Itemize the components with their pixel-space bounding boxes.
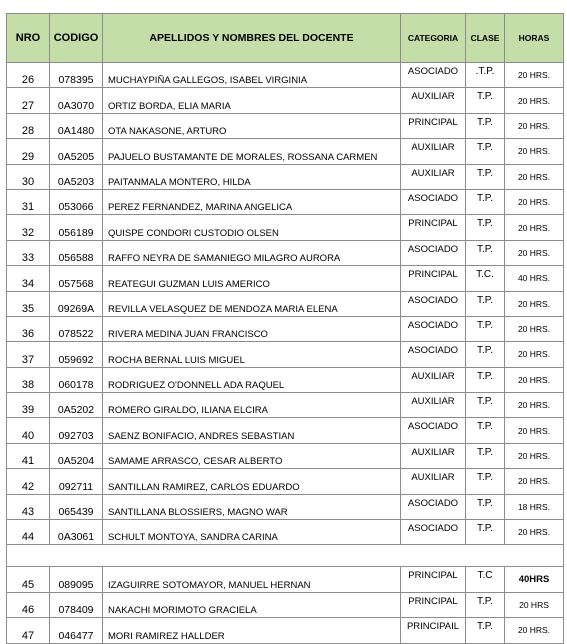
cell-nro: 36 [7,316,50,341]
table-row [7,316,564,341]
cell-codigo: 0A3070 [50,88,103,113]
cell-nombre: PEREZ FERNANDEZ, MARINA ANGELICA [103,189,401,214]
cell-clase: T.P. [466,443,505,468]
cell-categoria: ASOCIADO [401,291,466,316]
cell-clase: T.P. [466,520,505,545]
spacer-cell [7,545,564,567]
cell-clase: T.P. [466,240,505,265]
cell-horas: 20 HRS [505,592,564,617]
cell-codigo: 057568 [50,266,103,291]
cell-nombre: ORTIZ BORDA, ELIA MARIA [103,88,401,113]
cell-nro: 26 [7,63,50,88]
cell-nombre: SANTILLAN RAMIREZ, CARLOS EDUARDO [103,469,401,494]
cell-categoria: PRINCIPAL [401,266,466,291]
cell-nombre: RAFFO NEYRA DE SAMANIEGO MILAGRO AURORA [103,240,401,265]
cell-codigo: 092703 [50,418,103,443]
cell-horas: 20 HRS. [505,520,564,545]
cell-nro: 31 [7,189,50,214]
cell-horas: 20 HRS. [505,189,564,214]
table-row [7,418,564,443]
cell-clase: T.C [466,567,505,592]
cell-nro: 28 [7,113,50,138]
cell-clase: T.P. [466,342,505,367]
cell-codigo: 0A5205 [50,139,103,164]
cell-horas: 40HRS [505,567,564,592]
header-nro: NRO [7,14,50,63]
cell-categoria: PRINCIPAL [401,113,466,138]
cell-clase: T.P. [466,88,505,113]
cell-clase: T.P. [466,367,505,392]
cell-codigo: 092711 [50,469,103,494]
cell-clase: T.P. [466,469,505,494]
cell-clase: T.P. [466,494,505,519]
cell-horas: 20 HRS. [505,291,564,316]
cell-codigo: 0A5204 [50,443,103,468]
table-row [7,189,564,214]
cell-categoria: ASOCIADO [401,240,466,265]
cell-codigo: 060178 [50,367,103,392]
cell-nombre: NAKACHI MORIMOTO GRACIELA [103,592,401,617]
cell-categoria: ASOCIADO [401,342,466,367]
cell-codigo: 046477 [50,618,103,643]
table-row [7,215,564,240]
cell-nro: 35 [7,291,50,316]
table-row [7,113,564,138]
table-row [7,63,564,88]
table-row [7,88,564,113]
cell-codigo: 053066 [50,189,103,214]
cell-codigo: 078522 [50,316,103,341]
cell-nombre: RIVERA MEDINA JUAN FRANCISCO [103,316,401,341]
cell-codigo: 065439 [50,494,103,519]
cell-categoria: ASOCIADO [401,189,466,214]
table-row [7,443,564,468]
cell-nombre: PAITANMALA MONTERO, HILDA [103,164,401,189]
cell-codigo: 0A5203 [50,164,103,189]
cell-nro: 29 [7,139,50,164]
cell-nombre: MORI RAMIREZ HALLDER [103,618,401,643]
table-row [7,469,564,494]
cell-clase: T.P. [466,393,505,418]
cell-nombre: RODRIGUEZ O'DONNELL ADA RAQUEL [103,367,401,392]
cell-clase: T.C. [466,266,505,291]
cell-nro: 45 [7,567,50,592]
cell-horas: 20 HRS. [505,113,564,138]
cell-nro: 47 [7,618,50,643]
cell-clase: T.P. [466,418,505,443]
table-row [7,618,564,643]
cell-horas: 20 HRS. [505,393,564,418]
cell-nro: 41 [7,443,50,468]
header-clase: CLASE [466,14,505,63]
cell-categoria: AUXILIAR [401,393,466,418]
cell-clase: T.P. [466,291,505,316]
cell-clase: T.P. [466,215,505,240]
cell-categoria: ASOCIADO [401,418,466,443]
cell-codigo: 09269A [50,291,103,316]
cell-clase: T.P. [466,139,505,164]
cell-nro: 38 [7,367,50,392]
table-row [7,240,564,265]
cell-categoria: ASOCIADO [401,494,466,519]
table-row [7,291,564,316]
cell-categoria: AUXILIAR [401,164,466,189]
cell-codigo: 056588 [50,240,103,265]
teachers-table [6,13,564,644]
header-row [7,14,564,63]
cell-categoria: ASOCIADO [401,520,466,545]
table-row [7,393,564,418]
cell-nombre: MUCHAYPIÑA GALLEGOS, ISABEL VIRGINIA [103,63,401,88]
header-categoria: CATEGORIA [401,14,466,63]
cell-nro: 32 [7,215,50,240]
cell-categoria: PRINCIPAIL [401,618,466,643]
cell-nro: 40 [7,418,50,443]
cell-nombre: IZAGUIRRE SOTOMAYOR, MANUEL HERNAN [103,567,401,592]
cell-codigo: 0A1480 [50,113,103,138]
cell-clase: T.P. [466,618,505,643]
cell-nro: 46 [7,592,50,617]
cell-nro: 43 [7,494,50,519]
cell-codigo: 056189 [50,215,103,240]
cell-nombre: SAENZ BONIFACIO, ANDRES SEBASTIAN [103,418,401,443]
header-codigo: CODIGO [50,14,103,63]
spacer-row [7,545,564,567]
cell-nombre: ROMERO GIRALDO, ILIANA ELCIRA [103,393,401,418]
header-horas: HORAS [505,14,564,63]
cell-codigo: 0A5202 [50,393,103,418]
cell-horas: 18 HRS. [505,494,564,519]
table-body [7,63,564,644]
cell-clase: T.P. [466,316,505,341]
cell-horas: 20 HRS. [505,88,564,113]
cell-categoria: PRINCIPAL [401,592,466,617]
cell-horas: 20 HRS. [505,443,564,468]
cell-nro: 27 [7,88,50,113]
cell-horas: 20 HRS. [505,618,564,643]
cell-nro: 44 [7,520,50,545]
cell-categoria: ASOCIADO [401,316,466,341]
table-row [7,367,564,392]
cell-clase: T.P. [466,113,505,138]
cell-nro: 33 [7,240,50,265]
table-row [7,342,564,367]
cell-categoria: AUXILIAR [401,469,466,494]
cell-codigo: 0A3061 [50,520,103,545]
cell-nombre: SCHULT MONTOYA, SANDRA CARINA [103,520,401,545]
cell-nombre: OTA NAKASONE, ARTURO [103,113,401,138]
cell-nombre: SANTILLANA BLOSSIERS, MAGNO WAR [103,494,401,519]
table-row [7,592,564,617]
cell-codigo: 078409 [50,592,103,617]
table-row [7,266,564,291]
cell-nombre: REATEGUI GUZMAN LUIS AMERICO [103,266,401,291]
cell-clase: T.P. [466,592,505,617]
cell-clase: T.P. [466,189,505,214]
cell-categoria: PRINCIPAL [401,215,466,240]
cell-horas: 20 HRS. [505,316,564,341]
cell-codigo: 089095 [50,567,103,592]
cell-horas: 20 HRS. [505,367,564,392]
cell-categoria: PRINCIPAL [401,567,466,592]
cell-nombre: ROCHA BERNAL LUIS MIGUEL [103,342,401,367]
cell-codigo: 059692 [50,342,103,367]
cell-nro: 39 [7,393,50,418]
cell-nombre: SAMAME ARRASCO, CESAR ALBERTO [103,443,401,468]
cell-nombre: QUISPE CONDORI CUSTODIO OLSEN [103,215,401,240]
cell-codigo: 078395 [50,63,103,88]
cell-horas: 20 HRS. [505,215,564,240]
cell-horas: 20 HRS. [505,139,564,164]
cell-nombre: REVILLA VELASQUEZ DE MENDOZA MARIA ELENA [103,291,401,316]
cell-categoria: AUXILIAR [401,443,466,468]
cell-categoria: AUXILIAR [401,88,466,113]
header-nombre: APELLIDOS Y NOMBRES DEL DOCENTE [103,14,401,63]
table-row [7,520,564,545]
cell-nombre: PAJUELO BUSTAMANTE DE MORALES, ROSSANA CARMEN [103,139,401,164]
cell-nro: 34 [7,266,50,291]
cell-categoria: AUXILIAR [401,139,466,164]
cell-horas: 20 HRS. [505,342,564,367]
cell-horas: 20 HRS. [505,469,564,494]
cell-horas: 20 HRS. [505,418,564,443]
cell-clase: T.P. [466,164,505,189]
cell-nro: 42 [7,469,50,494]
table-row [7,139,564,164]
cell-nro: 37 [7,342,50,367]
cell-horas: 20 HRS. [505,164,564,189]
table-row [7,494,564,519]
table-row [7,164,564,189]
cell-horas: 20 HRS. [505,240,564,265]
cell-horas: 40 HRS. [505,266,564,291]
cell-clase: .T.P. [466,63,505,88]
cell-categoria: AUXILIAR [401,367,466,392]
cell-horas: 20 HRS. [505,63,564,88]
cell-nro: 30 [7,164,50,189]
cell-categoria: ASOCIADO [401,63,466,88]
table-row [7,567,564,592]
